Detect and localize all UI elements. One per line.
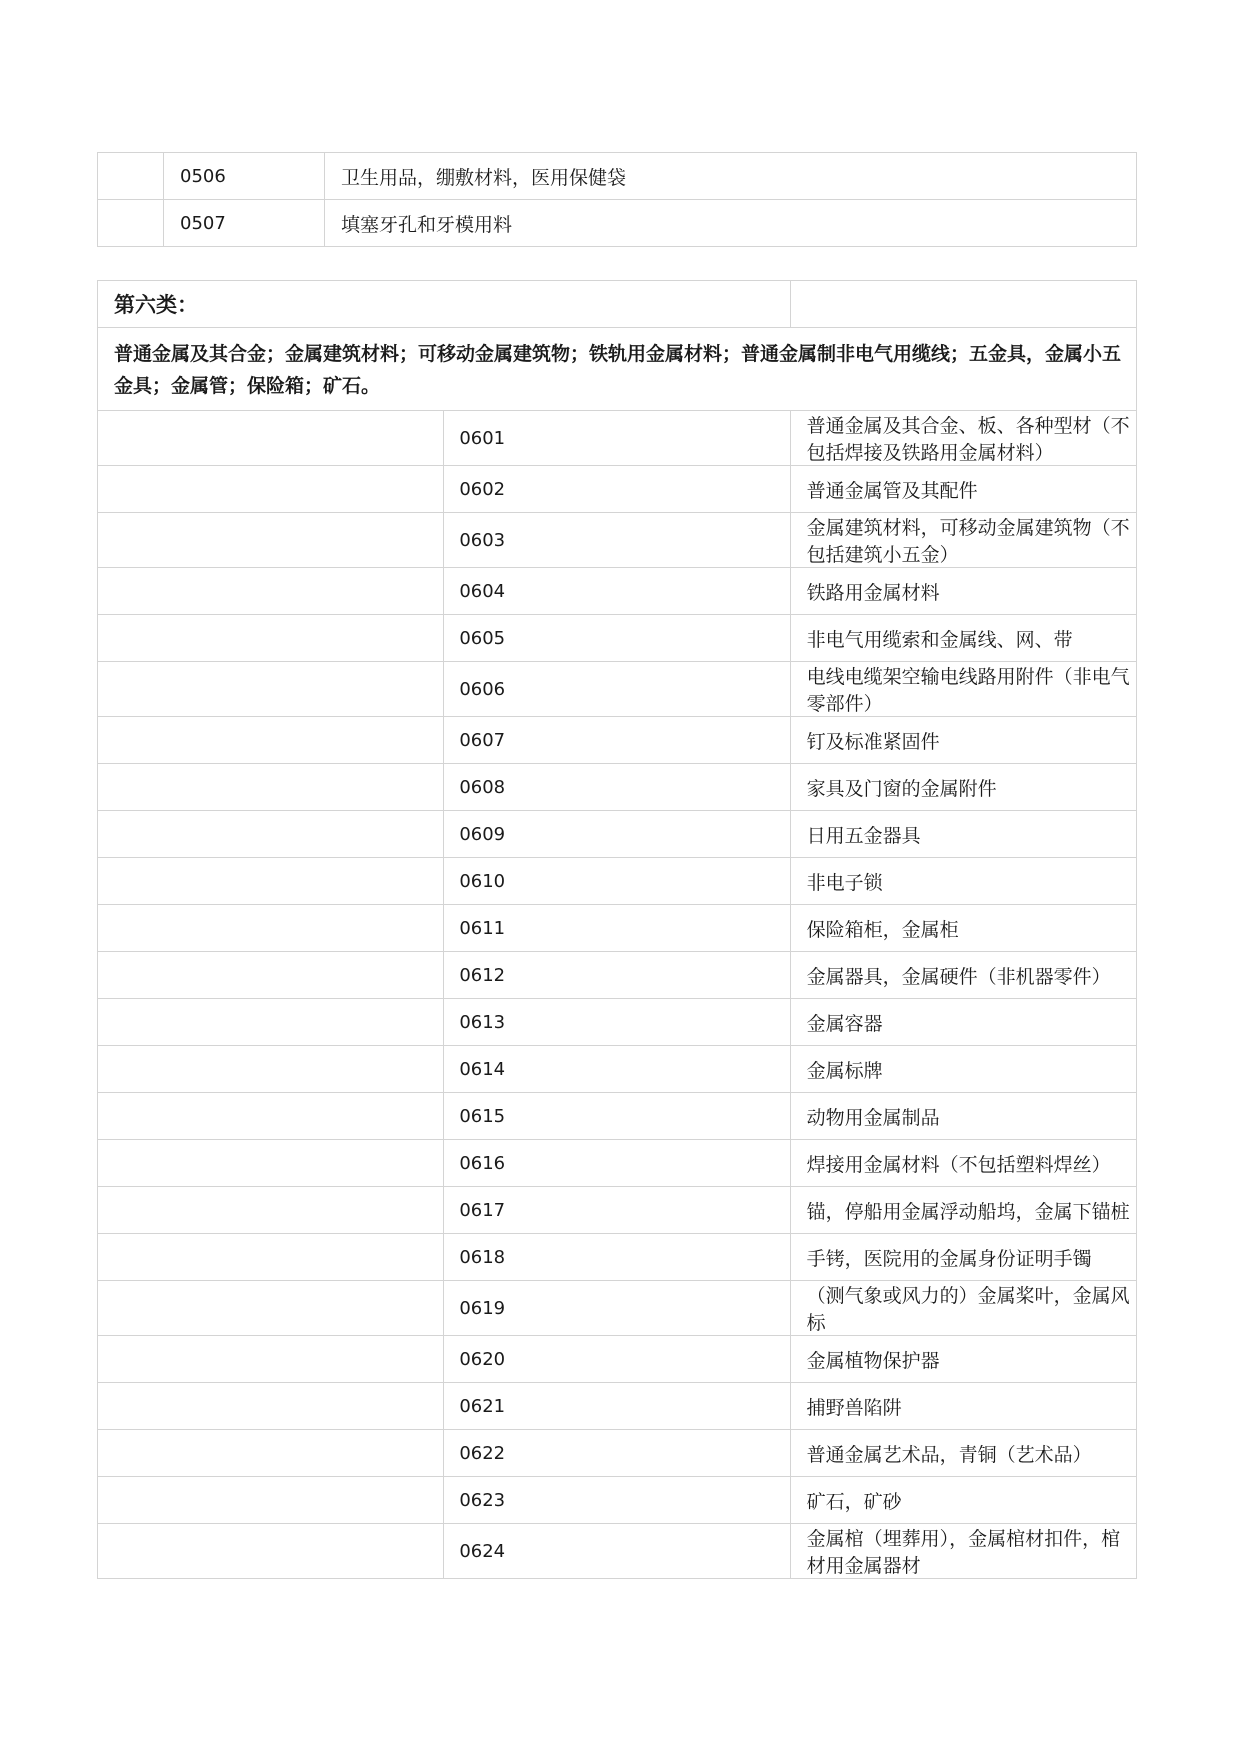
empty-cell — [98, 1093, 444, 1140]
group-description: 日用五金器具 — [790, 811, 1136, 858]
group-description: 矿石，矿砂 — [790, 1477, 1136, 1524]
class-six-table — [97, 280, 1137, 1579]
table-row — [98, 153, 1137, 200]
group-description: 焊接用金属材料（不包括塑料焊丝） — [790, 1140, 1136, 1187]
group-description: 金属标牌 — [790, 1046, 1136, 1093]
empty-cell — [98, 1336, 444, 1383]
group-description: 保险箱柜，金属柜 — [790, 905, 1136, 952]
empty-cell — [98, 1430, 444, 1477]
empty-cell — [98, 999, 444, 1046]
class-heading-row — [98, 281, 1137, 328]
group-description: 金属建筑材料，可移动金属建筑物（不包括建筑小五金） — [790, 513, 1136, 568]
table-row — [98, 1524, 1137, 1579]
table-row — [98, 466, 1137, 513]
group-description: 电线电缆架空输电线路用附件（非电气零部件） — [790, 662, 1136, 717]
group-code: 0610 — [444, 858, 790, 905]
group-description: 锚，停船用金属浮动船坞，金属下锚桩 — [790, 1187, 1136, 1234]
group-description: 手铐，医院用的金属身份证明手镯 — [790, 1234, 1136, 1281]
table-row — [98, 905, 1137, 952]
empty-cell — [98, 717, 444, 764]
empty-cell — [98, 615, 444, 662]
group-description: 钉及标准紧固件 — [790, 717, 1136, 764]
table-row — [98, 1281, 1137, 1336]
group-code: 0601 — [444, 411, 790, 466]
table-row — [98, 1093, 1137, 1140]
empty-cell — [98, 1477, 444, 1524]
group-description: 普通金属艺术品，青铜（艺术品） — [790, 1430, 1136, 1477]
table-row — [98, 1477, 1137, 1524]
empty-cell — [98, 1140, 444, 1187]
empty-cell — [98, 1046, 444, 1093]
group-description: 家具及门窗的金属附件 — [790, 764, 1136, 811]
class-summary: 普通金属及其合金；金属建筑材料；可移动金属建筑物；铁轨用金属材料；普通金属制非电气用缆线；五金具，金属小五金具；金属管；保险箱；矿石。 — [98, 328, 1137, 411]
empty-cell — [98, 466, 444, 513]
group-description: 非电子锁 — [790, 858, 1136, 905]
table-row — [98, 615, 1137, 662]
group-description: 非电气用缆索和金属线、网、带 — [790, 615, 1136, 662]
empty-cell — [790, 281, 1136, 328]
empty-cell — [98, 764, 444, 811]
group-description: 动物用金属制品 — [790, 1093, 1136, 1140]
class-heading: 第六类： — [98, 281, 791, 328]
table-body — [98, 153, 1137, 247]
group-description: 铁路用金属材料 — [790, 568, 1136, 615]
group-code: 0604 — [444, 568, 790, 615]
group-code: 0602 — [444, 466, 790, 513]
table-row — [98, 1430, 1137, 1477]
group-code: 0606 — [444, 662, 790, 717]
empty-cell — [98, 1234, 444, 1281]
group-description: 卫生用品，绷敷材料，医用保健袋 — [325, 153, 1137, 200]
empty-cell — [98, 1383, 444, 1430]
group-description: 金属棺（埋葬用），金属棺材扣件，棺材用金属器材 — [790, 1524, 1136, 1579]
empty-cell — [98, 153, 164, 200]
empty-cell — [98, 568, 444, 615]
empty-cell — [98, 952, 444, 999]
table-row — [98, 1234, 1137, 1281]
group-description: 金属器具，金属硬件（非机器零件） — [790, 952, 1136, 999]
group-description: 金属容器 — [790, 999, 1136, 1046]
group-code: 0605 — [444, 615, 790, 662]
empty-cell — [98, 1281, 444, 1336]
table-row — [98, 1046, 1137, 1093]
group-description: 填塞牙孔和牙模用料 — [325, 200, 1137, 247]
group-code: 0619 — [444, 1281, 790, 1336]
group-code: 0507 — [164, 200, 325, 247]
table-row — [98, 411, 1137, 466]
table-row — [98, 999, 1137, 1046]
group-code: 0621 — [444, 1383, 790, 1430]
group-code: 0616 — [444, 1140, 790, 1187]
empty-cell — [98, 1187, 444, 1234]
class-summary-row — [98, 328, 1137, 411]
table-row — [98, 811, 1137, 858]
group-code: 0608 — [444, 764, 790, 811]
table-row — [98, 858, 1137, 905]
empty-cell — [98, 811, 444, 858]
empty-cell — [98, 1524, 444, 1579]
group-description: 普通金属及其合金、板、各种型材（不包括焊接及铁路用金属材料） — [790, 411, 1136, 466]
group-description: 普通金属管及其配件 — [790, 466, 1136, 513]
table-body — [98, 281, 1137, 1579]
group-code: 0613 — [444, 999, 790, 1046]
table-row — [98, 513, 1137, 568]
group-code: 0506 — [164, 153, 325, 200]
table-row — [98, 1140, 1137, 1187]
empty-cell — [98, 411, 444, 466]
empty-cell — [98, 858, 444, 905]
group-code: 0615 — [444, 1093, 790, 1140]
group-code: 0611 — [444, 905, 790, 952]
empty-cell — [98, 200, 164, 247]
group-description: 金属植物保护器 — [790, 1336, 1136, 1383]
group-code: 0618 — [444, 1234, 790, 1281]
group-code: 0623 — [444, 1477, 790, 1524]
empty-cell — [98, 905, 444, 952]
table-row — [98, 764, 1137, 811]
table-row — [98, 662, 1137, 717]
group-code: 0614 — [444, 1046, 790, 1093]
group-description: 捕野兽陷阱 — [790, 1383, 1136, 1430]
table-row — [98, 717, 1137, 764]
group-code: 0603 — [444, 513, 790, 568]
table-row — [98, 568, 1137, 615]
table-row — [98, 1383, 1137, 1430]
group-description: （测气象或风力的）金属桨叶，金属风标 — [790, 1281, 1136, 1336]
group-code: 0612 — [444, 952, 790, 999]
table-row — [98, 952, 1137, 999]
table-row — [98, 1187, 1137, 1234]
classification-table-top — [97, 152, 1137, 247]
table-row — [98, 200, 1137, 247]
table-row — [98, 1336, 1137, 1383]
group-code: 0624 — [444, 1524, 790, 1579]
group-code: 0620 — [444, 1336, 790, 1383]
group-code: 0617 — [444, 1187, 790, 1234]
empty-cell — [98, 513, 444, 568]
group-code: 0609 — [444, 811, 790, 858]
group-code: 0607 — [444, 717, 790, 764]
group-code: 0622 — [444, 1430, 790, 1477]
empty-cell — [98, 662, 444, 717]
